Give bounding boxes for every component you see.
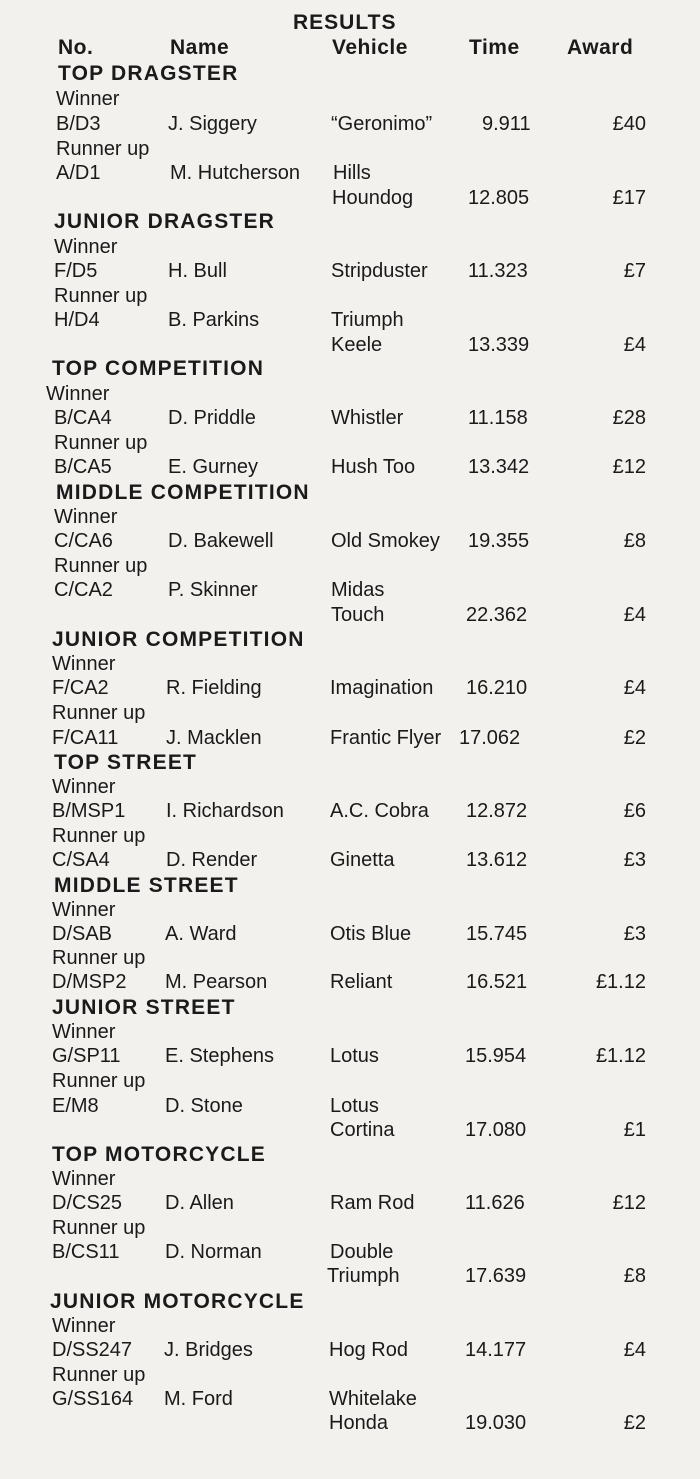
entry-time: 12.805	[468, 187, 530, 209]
entry-time: 11.626	[465, 1192, 525, 1214]
entry-time: 17.639	[465, 1265, 527, 1287]
entry-award: £4	[623, 334, 646, 356]
entry-vehicle: “Geronimo”	[331, 113, 433, 135]
section-title: TOP COMPETITION	[52, 357, 265, 380]
entry-time: 22.362	[466, 604, 528, 626]
header-no: No.	[58, 36, 94, 59]
entry-vehicle: Touch	[331, 604, 385, 626]
winner-label: Winner	[52, 776, 116, 798]
entry-award: £8	[623, 530, 646, 552]
runner-up-label: Runner up	[52, 702, 146, 724]
entry-no: B/D3	[56, 113, 101, 135]
runner-up-label: Runner up	[54, 555, 148, 577]
runner-up-label: Runner up	[52, 1364, 146, 1386]
entry-no: A/D1	[56, 162, 101, 184]
runner-up-label: Runner up	[54, 432, 148, 454]
section-title: JUNIOR COMPETITION	[52, 628, 305, 651]
entry-time: 14.177	[465, 1339, 527, 1361]
entry-award: £1.12	[595, 1045, 646, 1067]
entry-vehicle: Ram Rod	[330, 1192, 415, 1214]
entry-vehicle: Whistler	[331, 407, 404, 429]
section-title: TOP MOTORCYCLE	[52, 1143, 266, 1166]
entry-no: B/MSP1	[52, 800, 126, 822]
entry-vehicle: Lotus	[330, 1095, 379, 1117]
entry-vehicle: Houndog	[332, 187, 414, 209]
entry-vehicle: Lotus	[330, 1045, 379, 1067]
runner-up-label: Runner up	[52, 825, 146, 847]
entry-no: G/SP11	[52, 1045, 121, 1067]
entry-name: J. Siggery	[168, 113, 257, 135]
section-title: MIDDLE COMPETITION	[56, 481, 310, 504]
entry-award: £17	[612, 187, 646, 209]
winner-label: Winner	[56, 88, 120, 110]
entry-award: £3	[623, 849, 646, 871]
entry-time: 16.210	[466, 677, 528, 699]
entry-time: 12.872	[466, 800, 528, 822]
runner-up-label: Runner up	[52, 947, 146, 969]
entry-name: P. Skinner	[168, 579, 258, 601]
winner-label: Winner	[52, 1315, 116, 1337]
entry-name: D. Allen	[165, 1192, 234, 1214]
entry-award: £4	[623, 677, 646, 699]
entry-time: 19.355	[468, 530, 530, 552]
entry-award: £3	[623, 923, 646, 945]
entry-award: £1.12	[595, 971, 646, 993]
header-name: Name	[170, 36, 230, 59]
runner-up-label: Runner up	[52, 1070, 146, 1092]
header-award: Award	[567, 36, 634, 59]
entry-no: D/MSP2	[52, 971, 127, 993]
entry-no: C/SA4	[52, 849, 110, 871]
winner-label: Winner	[52, 1021, 116, 1043]
entry-award: £4	[623, 1339, 646, 1361]
entry-vehicle: Reliant	[330, 971, 393, 993]
entry-time: 13.612	[466, 849, 528, 871]
runner-up-label: Runner up	[56, 138, 150, 160]
entry-no: G/SS164	[52, 1388, 134, 1410]
entry-vehicle: Stripduster	[331, 260, 428, 282]
entry-no: F/D5	[54, 260, 98, 282]
entry-no: H/D4	[54, 309, 100, 331]
entry-vehicle: Imagination	[330, 677, 434, 699]
entry-vehicle: Whitelake	[329, 1388, 417, 1410]
entry-vehicle: Hills	[333, 162, 371, 184]
entry-name: J. Bridges	[164, 1339, 253, 1361]
entry-vehicle: Double	[330, 1241, 394, 1263]
entry-time: 13.342	[468, 456, 530, 478]
entry-award: £12	[612, 1192, 646, 1214]
entry-name: H. Bull	[168, 260, 227, 282]
entry-name: I. Richardson	[166, 800, 284, 822]
entry-name: B. Parkins	[168, 309, 260, 331]
header-time: Time	[469, 36, 520, 59]
entry-name: J. Macklen	[166, 727, 262, 749]
entry-award: £40	[612, 113, 646, 135]
entry-time: 17.062	[459, 727, 521, 749]
entry-name: M. Hutcherson	[170, 162, 301, 184]
entry-time: 15.954	[465, 1045, 527, 1067]
winner-label: Winner	[54, 236, 118, 258]
winner-label: Winner	[52, 1168, 116, 1190]
entry-name: D. Norman	[165, 1241, 262, 1263]
section-title: JUNIOR DRAGSTER	[54, 210, 276, 233]
entry-vehicle: Otis Blue	[330, 923, 412, 945]
section-title: MIDDLE STREET	[54, 874, 239, 897]
entry-time: 15.745	[466, 923, 528, 945]
entry-name: R. Fielding	[166, 677, 262, 699]
entry-vehicle: Midas	[331, 579, 385, 601]
entry-no: B/CS11	[52, 1241, 120, 1263]
entry-no: B/CA4	[54, 407, 112, 429]
entry-award: £12	[612, 456, 646, 478]
entry-vehicle: Ginetta	[330, 849, 395, 871]
entry-no: F/CA11	[52, 727, 119, 749]
entry-vehicle: Hush Too	[331, 456, 416, 478]
section-title: TOP STREET	[54, 751, 198, 774]
page-title: RESULTS	[293, 11, 397, 34]
entry-name: M. Ford	[164, 1388, 233, 1410]
entry-name: A. Ward	[165, 923, 237, 945]
entry-name: E. Stephens	[165, 1045, 274, 1067]
entry-name: D. Priddle	[168, 407, 256, 429]
header-vehicle: Vehicle	[332, 36, 408, 59]
entry-no: D/SAB	[52, 923, 113, 945]
entry-time: 11.158	[468, 407, 528, 429]
entry-time: 19.030	[465, 1412, 527, 1434]
runner-up-label: Runner up	[54, 285, 148, 307]
entry-no: D/CS25	[52, 1192, 123, 1214]
entry-no: C/CA6	[54, 530, 113, 552]
winner-label: Winner	[46, 383, 110, 405]
entry-no: E/M8	[52, 1095, 99, 1117]
entry-award: £28	[612, 407, 646, 429]
entry-vehicle: Triumph	[331, 309, 404, 331]
section-title: JUNIOR MOTORCYCLE	[50, 1290, 305, 1313]
section-title: TOP DRAGSTER	[58, 62, 239, 85]
entry-name: D. Stone	[165, 1095, 243, 1117]
entry-time: 13.339	[468, 334, 530, 356]
winner-label: Winner	[52, 653, 116, 675]
entry-vehicle: Hog Rod	[329, 1339, 408, 1361]
entry-award: £8	[623, 1265, 646, 1287]
entry-name: M. Pearson	[165, 971, 268, 993]
winner-label: Winner	[52, 899, 116, 921]
entry-no: B/CA5	[54, 456, 112, 478]
entry-vehicle: Keele	[331, 334, 383, 356]
entry-vehicle: Honda	[329, 1412, 388, 1434]
entry-award: £2	[623, 1412, 646, 1434]
entry-award: £2	[623, 727, 646, 749]
entry-award: £6	[623, 800, 646, 822]
entry-time: 16.521	[466, 971, 528, 993]
entry-name: E. Gurney	[168, 456, 259, 478]
entry-name: D. Render	[166, 849, 258, 871]
entry-time: 9.911	[482, 113, 531, 135]
runner-up-label: Runner up	[52, 1217, 146, 1239]
entry-no: D/SS247	[52, 1339, 133, 1361]
entry-vehicle: Cortina	[330, 1119, 395, 1141]
entry-no: F/CA2	[52, 677, 109, 699]
entry-time: 17.080	[465, 1119, 527, 1141]
entry-award: £1	[623, 1119, 646, 1141]
entry-vehicle: Old Smokey	[331, 530, 440, 552]
section-title: JUNIOR STREET	[52, 996, 236, 1019]
winner-label: Winner	[54, 506, 118, 528]
entry-time: 11.323	[468, 260, 528, 282]
entry-vehicle: Triumph	[327, 1265, 400, 1287]
entry-no: C/CA2	[54, 579, 113, 601]
entry-vehicle: Frantic Flyer	[330, 727, 442, 749]
entry-award: £7	[623, 260, 646, 282]
entry-vehicle: A.C. Cobra	[330, 800, 429, 822]
entry-award: £4	[623, 604, 646, 626]
entry-name: D. Bakewell	[168, 530, 274, 552]
